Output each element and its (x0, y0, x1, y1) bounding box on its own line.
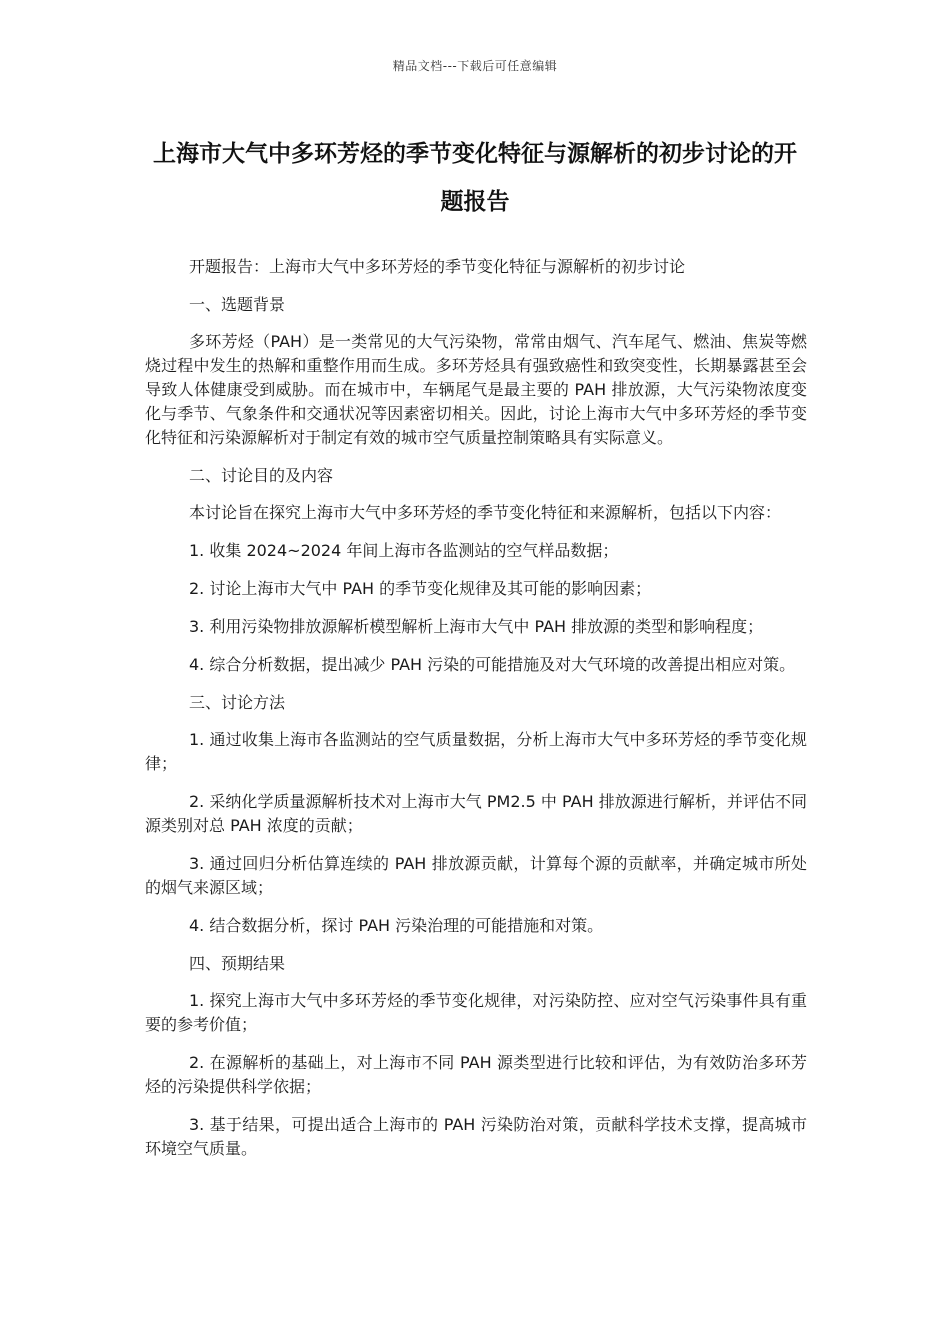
page-header: 精品文档---下载后可任意编辑 (392, 59, 558, 73)
objectives-intro: 本讨论旨在探究上海市大气中多环芳烃的季节变化特征和来源解析，包括以下内容： (189, 503, 782, 522)
document-title: 上海市大气中多环芳烃的季节变化特征与源解析的初步讨论的开题报告 (153, 141, 797, 215)
section-heading-background: 一、选题背景 (189, 295, 286, 314)
section-heading-methods: 三、讨论方法 (189, 693, 286, 712)
background-paragraph: 多环芳烃（PAH）是一类常见的大气污染物，常常由烟气、汽车尾气、燃油、焦炭等燃烧过程中发生的热解和重整作用而生成。多环芳烃具有强致癌性和致突变性，长期暴露甚至会导致人体健康受到威胁。而在城市中，车辆尾气是最主要的 PAH 排放源，大气污染物浓度变化与季节、气象条件和交通状况等因素密切相关。因此，讨论上海市大气中多环芳烃的季节变化特征和污染源解析对于制定有效的城市空气质量控制策略具有实际意义。 (145, 332, 807, 447)
section-heading-results: 四、预期结果 (189, 954, 286, 973)
objective-item: 1. 收集 2024~2024 年间上海市各监测站的空气样品数据； (189, 541, 619, 560)
result-item: 2. 在源解析的基础上，对上海市不同 PAH 源类型进行比较和评估，为有效防治多环芳烃的污染提供科学依据； (145, 1053, 807, 1096)
method-item: 2. 采纳化学质量源解析技术对上海市大气 PM2.5 中 PAH 排放源进行解析，并评估不同源类别对总 PAH 浓度的贡献； (145, 792, 807, 835)
objective-item: 3. 利用污染物排放源解析模型解析上海市大气中 PAH 排放源的类型和影响程度； (189, 617, 764, 636)
result-item: 1. 探究上海市大气中多环芳烃的季节变化规律，对污染防控、应对空气污染事件具有重要的参考价值； (145, 991, 807, 1034)
objective-item: 2. 讨论上海市大气中 PAH 的季节变化规律及其可能的影响因素； (189, 579, 652, 598)
document-body (145, 255, 807, 1175)
method-item: 1. 通过收集上海市各监测站的空气质量数据，分析上海市大气中多环芳烃的季节变化规律； (145, 730, 807, 773)
report-subject: 开题报告：上海市大气中多环芳烃的季节变化特征与源解析的初步讨论 (189, 257, 686, 276)
method-item: 3. 通过回归分析估算连续的 PAH 排放源贡献，计算每个源的贡献率，并确定城市所处的烟气来源区域； (145, 854, 807, 897)
section-heading-objectives: 二、讨论目的及内容 (189, 466, 334, 485)
method-item: 4. 结合数据分析，探讨 PAH 污染治理的可能措施和对策。 (189, 916, 604, 935)
objective-item: 4. 综合分析数据，提出减少 PAH 污染的可能措施及对大气环境的改善提出相应对策。 (189, 655, 796, 674)
result-item: 3. 基于结果，可提出适合上海市的 PAH 污染防治对策，贡献科学技术支撑，提高城市环境空气质量。 (145, 1115, 807, 1158)
